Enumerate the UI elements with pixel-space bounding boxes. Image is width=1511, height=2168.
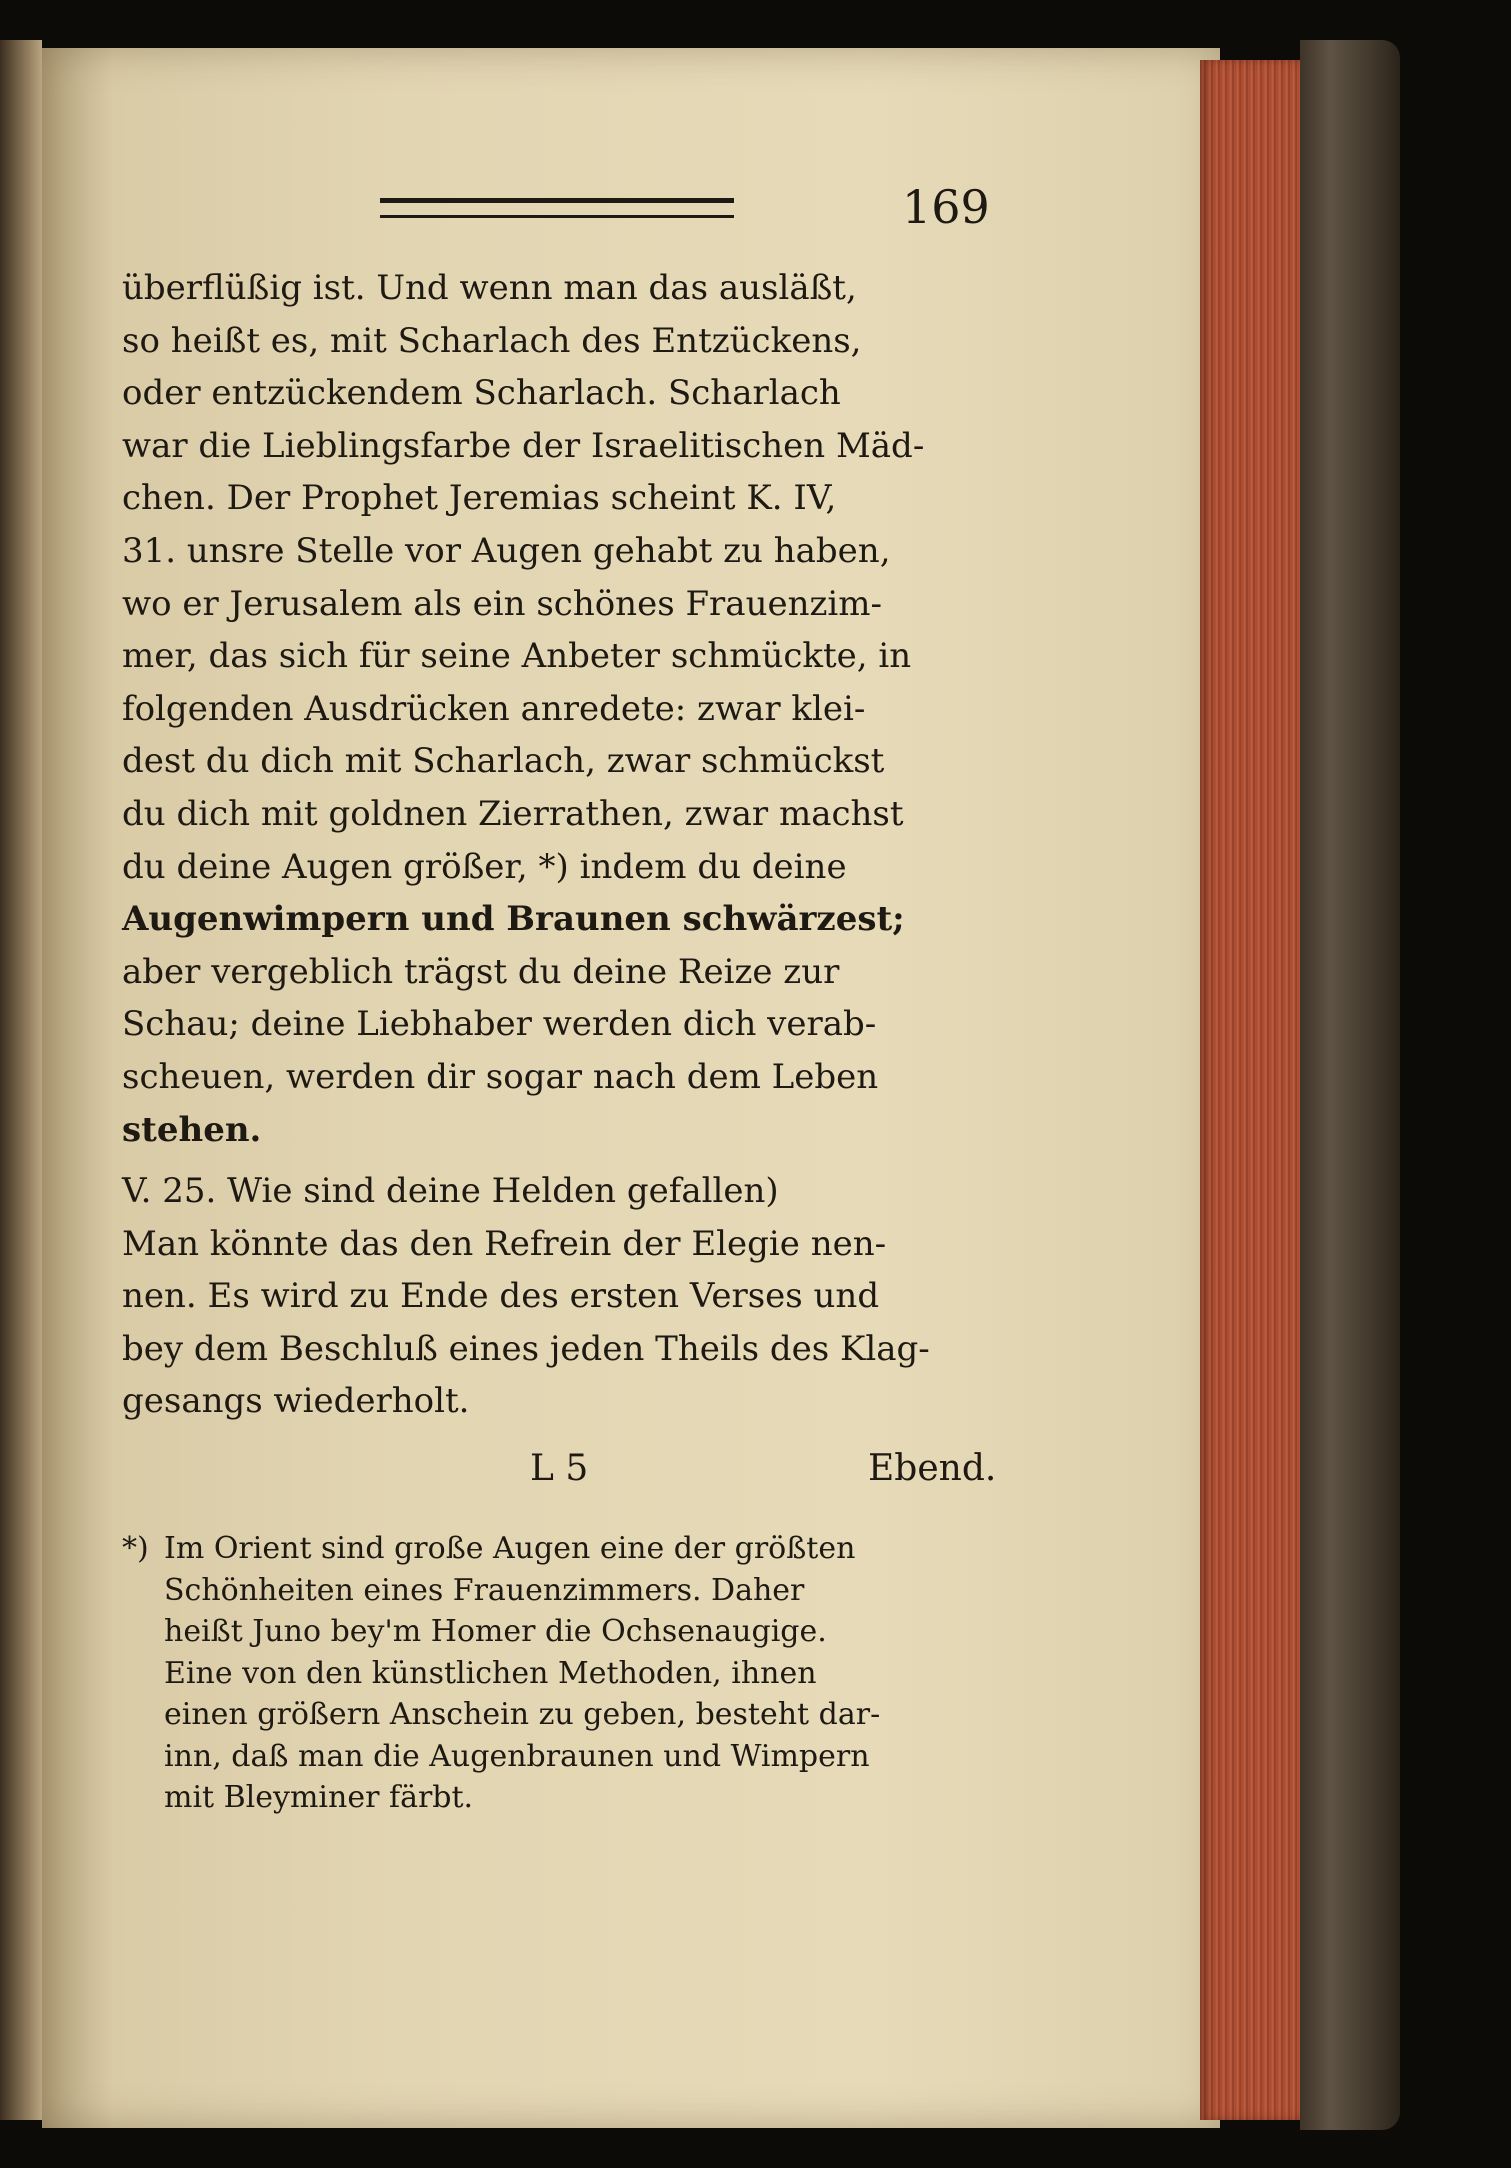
text-line: chen. Der Prophet Jeremias scheint K. IV, [122,478,837,519]
text-line: so heißt es, mit Scharlach des Entzückens, [122,320,862,361]
previous-page-edge [0,40,42,2120]
text-line: oder entzückendem Scharlach. Scharlach [122,373,841,414]
footnote-line: mit Bleyminer färbt. [164,1780,474,1815]
page-number: 169 [902,180,990,234]
text-line: du deine Augen größer, *) indem du deine [122,846,847,887]
text-line: du dich mit goldnen Zierrathen, zwar machst [122,793,904,834]
footnote-line: Im Orient sind große Augen eine der größten [164,1531,856,1566]
main-paragraph-2 [122,1165,1002,1428]
footnote-line: inn, daß man die Augenbraunen und Wimpern [164,1738,870,1774]
text-line: dest du dich mit Scharlach, zwar schmückst [122,741,885,782]
footnote-line: Eine von den künstlichen Methoden, ihnen [164,1655,817,1691]
text-line: aber vergeblich trägst du deine Reize zur [122,951,840,992]
text-line: mer, das sich für seine Anbeter schmückte, in [122,636,912,677]
text-line: überflüßig ist. Und wenn man das ausläßt, [122,268,857,308]
book-fore-edge [1200,60,1312,2120]
text-line: nen. Es wird zu Ende des ersten Verses und [122,1276,880,1317]
text-line: folgenden Ausdrücken anredete: zwar klei- [122,688,866,729]
text-line: 31. unsre Stelle vor Augen gehabt zu haben, [122,530,891,571]
footnote-line: einen größern Anschein zu geben, besteht dar- [164,1697,881,1732]
header-rule [380,198,734,218]
book-cover [1300,40,1400,2130]
main-paragraph-1 [122,262,1002,1156]
footnote-line: heißt Juno bey'm Homer die Ochsenaugige. [164,1614,827,1649]
text-line: war die Lieblingsfarbe der Israelitischen Mäd- [122,425,925,466]
text-line: scheuen, werden dir sogar nach dem Leben [122,1056,879,1097]
text-line: stehen. [122,1109,262,1150]
text-line: V. 25. Wie sind deine Helden gefallen) [122,1171,779,1211]
footnote-marker: *) [122,1531,149,1566]
text-line: bey dem Beschluß eines jeden Theils des Klag- [122,1328,930,1369]
signature-mark: L 5 [530,1448,589,1489]
footnote-line: Schönheiten eines Frauenzimmers. Daher [164,1572,805,1608]
text-line: Man könnte das den Refrein der Elegie nen- [122,1223,887,1264]
catchword: Ebend. [868,1448,997,1489]
text-line: gesangs wiederholt. [122,1381,470,1422]
footnote [164,1528,1009,1819]
text-line: wo er Jerusalem als ein schönes Frauenzim- [122,583,883,624]
text-line: Augenwimpern und Braunen schwärzest; [122,899,905,940]
text-line: Schau; deine Liebhaber werden dich verab- [122,1004,877,1045]
